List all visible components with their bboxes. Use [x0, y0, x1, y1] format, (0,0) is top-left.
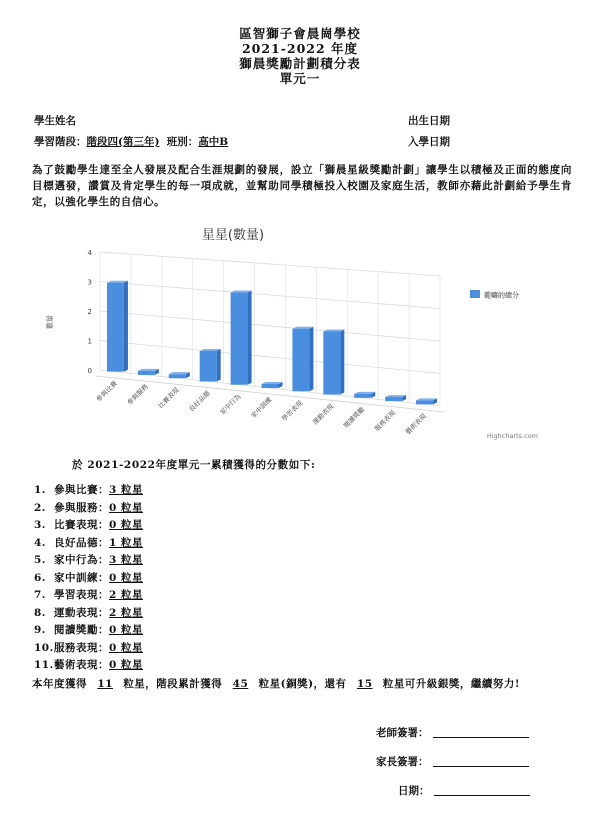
bar — [262, 382, 283, 388]
date-line — [434, 795, 530, 796]
class-label: 班別： — [166, 136, 199, 148]
y-tick-label: 3 — [87, 278, 92, 287]
list-item — [34, 605, 143, 623]
item-number: 6. — [34, 571, 46, 584]
bar — [200, 349, 221, 381]
bar-front — [138, 371, 155, 375]
teacher-signature — [376, 725, 529, 740]
item-number: 7. — [34, 589, 46, 601]
item-number: 1. — [34, 484, 46, 496]
school-year: 2021-2022 年度 — [241, 41, 359, 56]
x-tick-label: 學習表現 — [280, 399, 305, 424]
x-tick-label: 比賽表現 — [156, 385, 181, 410]
bar-front — [200, 351, 217, 381]
floor-edge — [96, 376, 444, 412]
list-item — [34, 552, 143, 570]
item-label: 運動表現： — [54, 606, 109, 619]
bar-front — [354, 394, 371, 398]
stage-label: 學習階段： — [34, 136, 87, 148]
chart-bars — [107, 281, 437, 405]
gridline — [100, 282, 440, 309]
bar — [169, 372, 190, 378]
admission-date-label: 入學日期 — [408, 136, 450, 148]
list-item — [34, 482, 143, 500]
bar — [416, 398, 437, 404]
list-item — [34, 587, 143, 605]
item-value: 0 粒星 — [109, 641, 143, 654]
bar-front — [169, 374, 186, 378]
chart-title: 星星(數量) — [201, 228, 265, 243]
item-label: 藝術表現： — [54, 659, 109, 671]
x-tick-label: 運動表現 — [311, 402, 336, 427]
bar-front — [416, 400, 433, 404]
bar-side — [217, 349, 221, 381]
item-label: 家中行為： — [54, 554, 109, 566]
summary-text-3: 粒星(銅獎)，還有 — [258, 678, 347, 690]
summary-text-2: 粒星，階段累計獲得 — [123, 678, 223, 690]
bar-front — [107, 283, 124, 372]
bar — [292, 327, 313, 392]
bar — [385, 395, 406, 401]
item-value: 0 粒星 — [109, 659, 143, 671]
list-item — [34, 622, 143, 640]
parent-signature — [376, 754, 529, 769]
x-tick-label: 服務表現 — [373, 408, 398, 433]
item-number: 9. — [34, 624, 46, 636]
stage-value: 階段四(第三年) — [86, 136, 160, 148]
document-header — [0, 26, 600, 86]
bar-side — [309, 327, 313, 392]
unit-title: 單元一 — [279, 71, 321, 86]
bar — [231, 291, 252, 385]
y-axis-label: 數量 — [46, 315, 54, 329]
summary-text-4: 粒星可升級銀獎，繼續努力! — [382, 678, 520, 690]
class-value: 高中B — [198, 136, 229, 148]
bar-front — [385, 397, 402, 401]
x-tick-label: 藝術表現 — [403, 412, 428, 437]
summary-paragraph — [32, 676, 572, 693]
item-number: 8. — [34, 606, 46, 619]
list-item — [34, 570, 143, 588]
legend-label: 範疇的總分 — [484, 291, 519, 300]
teacher-signature-line — [433, 737, 529, 738]
bar-chart — [38, 222, 598, 447]
year-stars: 11 — [97, 678, 113, 690]
list-item — [34, 535, 143, 553]
item-value: 2 粒星 — [109, 606, 143, 619]
list-item — [34, 657, 143, 675]
y-tick-label: 2 — [87, 308, 92, 316]
teacher-signature-label: 老師簽署： — [376, 727, 429, 739]
bar — [354, 392, 375, 398]
item-value: 3 粒星 — [109, 484, 143, 496]
list-item — [34, 640, 143, 658]
stage-stars: 45 — [232, 678, 249, 690]
item-number: 11. — [34, 659, 54, 671]
bar — [323, 329, 344, 394]
item-value: 3 粒星 — [109, 554, 143, 566]
chart-credit: Highcharts.com — [486, 432, 538, 440]
form-title: 獅晨獎勵計劃積分表 — [239, 56, 361, 71]
item-label: 比賽表現： — [54, 519, 109, 531]
bar-front — [292, 329, 309, 392]
bar — [107, 281, 128, 372]
bar-side — [248, 291, 252, 385]
item-label: 良好品德： — [54, 536, 109, 549]
date-field — [398, 783, 530, 798]
y-tick-label: 4 — [87, 249, 92, 257]
item-number: 5. — [34, 554, 46, 566]
parent-signature-line — [433, 766, 529, 767]
item-number: 10. — [34, 641, 54, 654]
item-label: 學習表現： — [54, 589, 109, 601]
student-name-label: 學生姓名 — [34, 115, 76, 127]
x-tick-label: 參與比賽 — [94, 379, 119, 404]
x-tick-label: 良好品德 — [187, 389, 212, 414]
item-number: 4. — [34, 536, 46, 549]
dob-label: 出生日期 — [408, 115, 450, 127]
item-number: 3. — [34, 519, 46, 531]
parent-signature-label: 家長簽署： — [376, 756, 429, 768]
summary-text-1: 本年度獲得 — [32, 678, 87, 690]
bar — [138, 369, 159, 375]
y-tick-label: 0 — [87, 367, 92, 375]
x-tick-label: 家中行為 — [218, 392, 243, 417]
item-label: 家中訓練： — [54, 571, 109, 584]
date-label: 日期： — [398, 785, 430, 797]
y-tick-label: 1 — [87, 337, 92, 346]
item-label: 參與比賽： — [54, 484, 109, 496]
stage-row — [34, 134, 228, 149]
item-value: 0 粒星 — [109, 624, 143, 636]
x-tick-label: 參與服務 — [125, 382, 150, 407]
item-label: 閱讀獎勵： — [54, 624, 109, 636]
bar-side — [340, 329, 344, 394]
school-name: 區智獅子會晨崗學校 — [239, 26, 361, 41]
item-value: 2 粒星 — [109, 589, 143, 601]
gridline — [100, 341, 440, 374]
list-item — [34, 500, 143, 518]
bar-front — [323, 331, 340, 394]
item-label: 參與服務： — [54, 501, 109, 514]
intro-paragraph: 為了鼓勵學生達至全人發展及配合生涯規劃的發展，設立「獅晨星級獎勵計劃」讓學生以積極及正面的態度向目標邁發，讚賞及肯定學生的每一項成就，並幫助同學積極投入校園及家庭生活，教師亦藉此計劃給予學生肯定，以強化學生的自信心。 — [32, 164, 572, 208]
chart-legend — [470, 290, 519, 300]
chart-labels — [88, 249, 429, 436]
gridline — [100, 311, 440, 341]
bar-side — [124, 281, 128, 372]
item-value: 0 粒星 — [109, 519, 143, 531]
item-value: 0 粒星 — [109, 501, 143, 514]
item-label: 服務表現： — [54, 641, 109, 654]
list-item — [34, 517, 143, 535]
x-tick-label: 閱讀獎勵 — [342, 405, 367, 430]
gridline — [100, 252, 440, 276]
x-tick-label: 家中訓練 — [249, 395, 274, 420]
stars-needed: 15 — [356, 678, 373, 690]
bar-front — [231, 293, 248, 385]
item-value: 1 粒星 — [109, 536, 143, 549]
legend-swatch — [470, 290, 480, 298]
item-number: 2. — [34, 501, 46, 514]
scores-subtitle: 於 2021-2022年度單元一累積獲得的分數如下: — [72, 459, 316, 471]
bar-front — [262, 384, 279, 388]
item-value: 0 粒星 — [109, 571, 143, 584]
scores-list — [34, 482, 143, 675]
